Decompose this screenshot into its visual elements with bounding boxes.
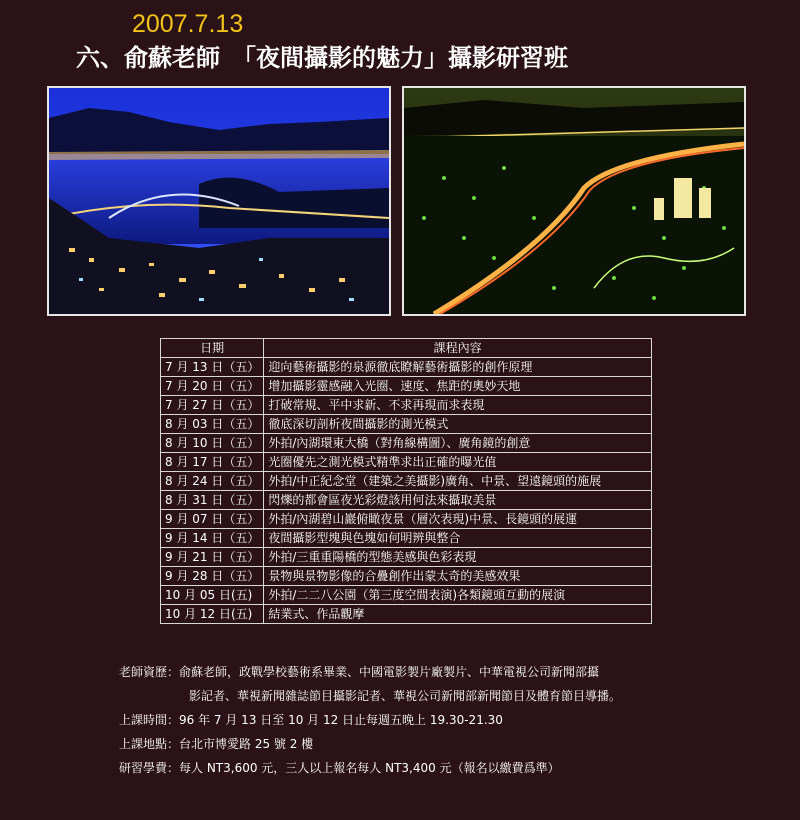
row-date: 9 月 14 日（五）: [161, 529, 264, 548]
row-content: 夜間攝影型塊與色塊如何明辨與整合: [264, 529, 652, 548]
time-value: 96 年 7 月 13 日至 10 月 12 日止每週五晚上 19.30-21.30: [179, 713, 503, 727]
teacher-bio-line1: 俞蘇老師，政戰學校藝術系畢業、中國電影製片廠製片、中華電視公司新聞部攝: [179, 665, 600, 679]
fee-row: [119, 756, 621, 780]
row-content: 外拍/三重重陽橋的型態美感與色彩表現: [264, 548, 652, 567]
table-row: [161, 415, 652, 434]
teacher-row-cont: [119, 684, 621, 708]
table-row: [161, 510, 652, 529]
table-row: [161, 453, 652, 472]
fee-value: 每人 NT3,600 元，三人以上報名每人 NT3,400 元（報名以繳費爲準）: [179, 761, 560, 775]
row-content: 外拍/中正紀念堂（建築之美攝影)廣角、中景、望遠鏡頭的施展: [264, 472, 652, 491]
time-label: 上課時間：: [119, 713, 180, 727]
table-row: [161, 548, 652, 567]
table-row: [161, 358, 652, 377]
place-label: 上課地點：: [119, 737, 180, 751]
table-row: [161, 529, 652, 548]
row-date: 8 月 03 日（五）: [161, 415, 264, 434]
header-date: 日期: [161, 339, 264, 358]
table-row: [161, 377, 652, 396]
row-date: 9 月 07 日（五）: [161, 510, 264, 529]
fee-label: 研習學費：: [119, 761, 180, 775]
row-date: 7 月 27 日（五）: [161, 396, 264, 415]
row-date: 8 月 31 日（五）: [161, 491, 264, 510]
table-row: [161, 491, 652, 510]
place-row: [119, 732, 621, 756]
teacher-row: [119, 660, 621, 684]
table-row: [161, 605, 652, 624]
table-row: [161, 567, 652, 586]
row-date: 9 月 21 日（五）: [161, 548, 264, 567]
row-date: 8 月 10 日（五）: [161, 434, 264, 453]
row-date: 7 月 20 日（五）: [161, 377, 264, 396]
table-row: [161, 472, 652, 491]
row-content: 徹底深切剖析夜間攝影的測光模式: [264, 415, 652, 434]
row-content: 外拍/內湖碧山巖俯瞰夜景（層次表現)中景、長鏡頭的展運: [264, 510, 652, 529]
page-title: 六、俞蘇老師 「夜間攝影的魅力」攝影研習班: [76, 43, 568, 72]
harbor-night-photo: [47, 86, 391, 316]
schedule-table: [160, 338, 652, 624]
highway-night-photo: [402, 86, 746, 316]
row-date: 10 月 05 日(五): [161, 586, 264, 605]
event-date: 2007.7.13: [132, 10, 244, 38]
row-content: 增加攝影靈感融入光圈、速度、焦距的奧妙天地: [264, 377, 652, 396]
time-row: [119, 708, 621, 732]
row-content: 閃爍的都會區夜光彩燈該用何法來攝取美景: [264, 491, 652, 510]
teacher-bio-line2: 影記者、華視新聞雜誌節目攝影記者、華視公司新聞部新聞節目及體育節目導播。: [189, 689, 622, 703]
row-content: 景物與景物影像的合疊創作出蒙太奇的美感效果: [264, 567, 652, 586]
course-info: [119, 660, 621, 780]
table-header-row: [161, 339, 652, 358]
header-content: 課程內容: [264, 339, 652, 358]
teacher-label: 老師資歷：: [119, 665, 180, 679]
table-row: [161, 434, 652, 453]
row-date: 10 月 12 日(五): [161, 605, 264, 624]
row-content: 光圈優先之測光模式精準求出正確的曝光值: [264, 453, 652, 472]
row-date: 9 月 28 日（五）: [161, 567, 264, 586]
table-row: [161, 586, 652, 605]
row-date: 7 月 13 日（五）: [161, 358, 264, 377]
table-row: [161, 396, 652, 415]
row-date: 8 月 24 日（五）: [161, 472, 264, 491]
row-date: 8 月 17 日（五）: [161, 453, 264, 472]
row-content: 迎向藝術攝影的泉源徹底瞭解藝術攝影的創作原理: [264, 358, 652, 377]
row-content: 外拍/二二八公園（第三度空間表演)各類鏡頭互動的展演: [264, 586, 652, 605]
row-content: 結業式、作品觀摩: [264, 605, 652, 624]
row-content: 打破常規、平中求新、不求再現而求表現: [264, 396, 652, 415]
row-content: 外拍/內湖環東大橋（對角線構圖）、廣角鏡的創意: [264, 434, 652, 453]
place-value: 台北市博愛路 25 號 2 樓: [179, 737, 314, 751]
